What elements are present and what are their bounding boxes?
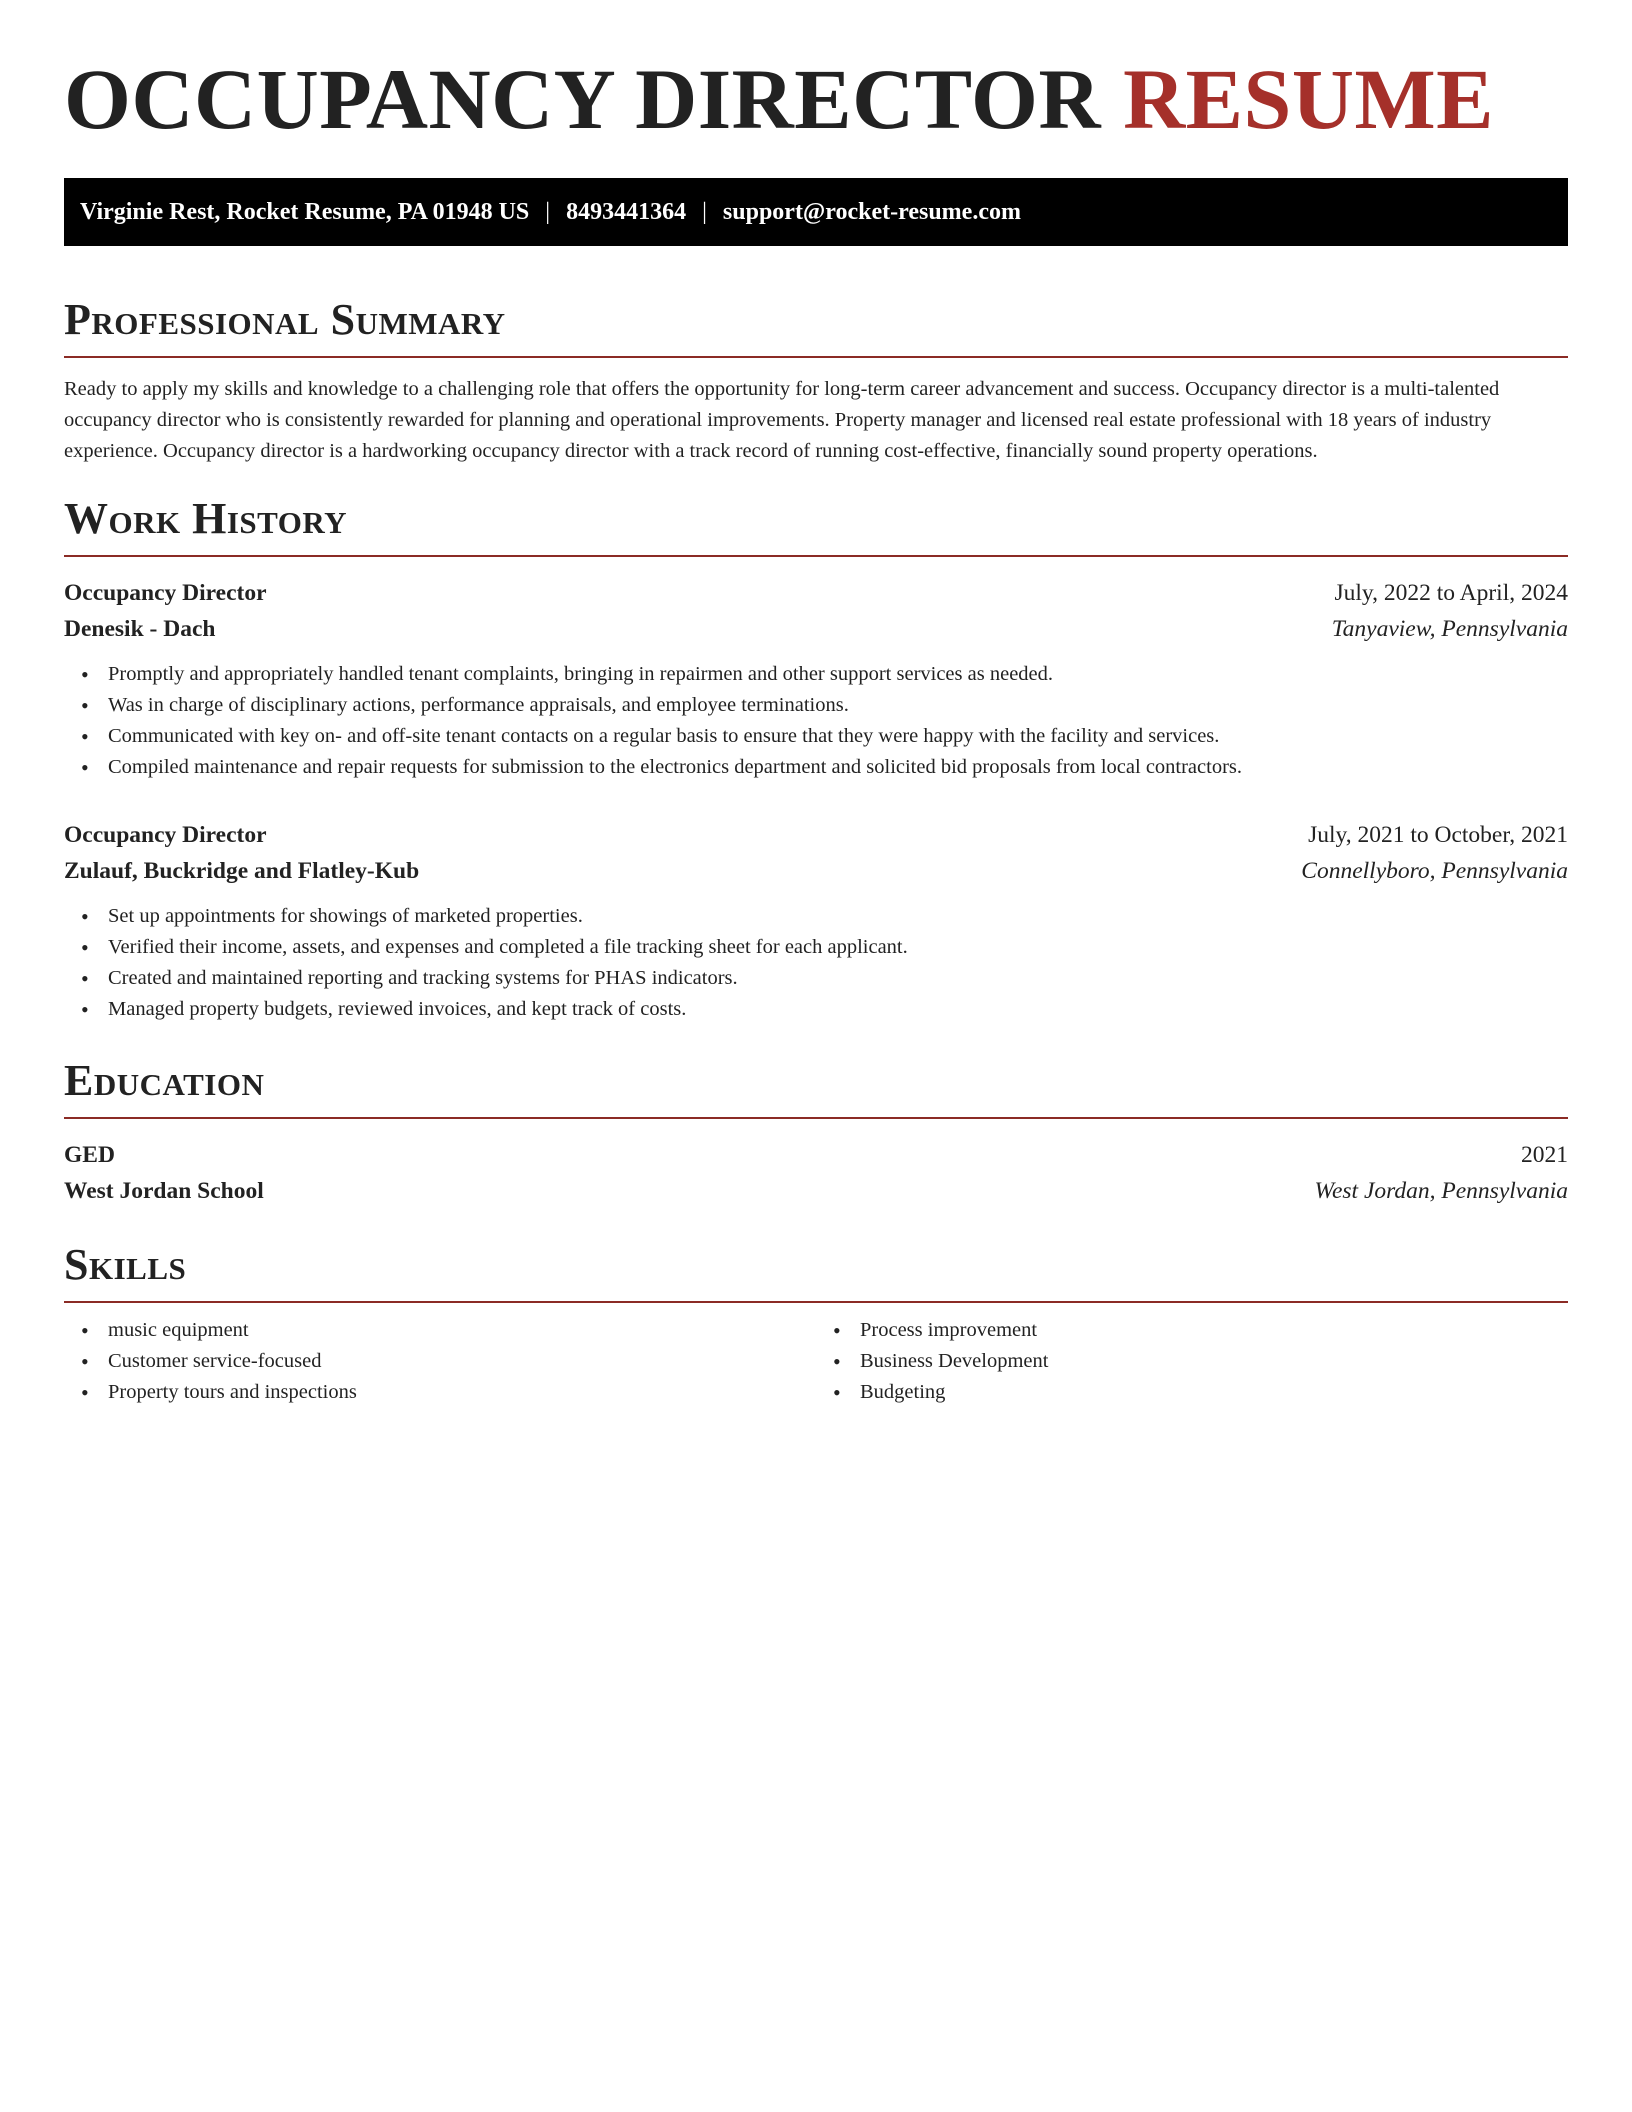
job-title: Occupancy Director — [64, 822, 267, 848]
job-entry — [64, 575, 1568, 783]
page-title — [64, 0, 1568, 147]
skills-heading: Skills — [64, 1243, 1568, 1303]
education-school-row — [64, 1173, 1568, 1209]
list-item: • Was in charge of disciplinary actions, performance appraisals, and employee terminations. — [108, 690, 1568, 721]
list-item: • Created and maintained reporting and tracking systems for PHAS indicators. — [108, 963, 1568, 994]
education-year: 2021 — [1521, 1142, 1568, 1168]
work-history-heading: Work History — [64, 497, 1568, 557]
job-dates: July, 2022 to April, 2024 — [1334, 580, 1568, 606]
list-item: • Verified their income, assets, and expenses and completed a file tracking sheet for each applicant. — [108, 932, 1568, 963]
contact-separator: | — [702, 198, 707, 225]
skill-item: • Property tours and inspections — [108, 1377, 816, 1408]
job-company-row — [64, 853, 1568, 889]
skill-item: • Customer service-focused — [108, 1346, 816, 1377]
skills-list-left — [64, 1315, 816, 1408]
contact-bar — [64, 178, 1568, 246]
education-degree-row — [64, 1137, 1568, 1173]
job-location: Connellyboro, Pennsylvania — [1301, 858, 1568, 884]
contact-email: support@rocket-resume.com — [722, 198, 1021, 225]
contact-separator: | — [545, 198, 551, 225]
summary-heading: Professional Summary — [64, 298, 1568, 358]
education-school: West Jordan School — [64, 1178, 264, 1204]
list-item: • Communicated with key on- and off-site tenant contacts on a regular basis to ensure that they were happy with the facility and services. — [108, 721, 1568, 752]
summary-text: Ready to apply my skills and knowledge to a challenging role that offers the opportunity for long-term career advancement and success. Occupancy director is a multi-talented occupancy director who is consistently rewarded for planning and operational improvements. Property manager and licensed real estate professional with 18 years of industry experience. Occupancy director is a hardworking occupancy director with a track record of running cost-effective, financially sound property operations. — [64, 378, 1500, 462]
list-item: • Promptly and appropriately handled tenant complaints, bringing in repairmen and other support services as needed. — [108, 659, 1568, 690]
skill-item: • Business Development — [860, 1346, 1568, 1377]
skills-list-right — [816, 1315, 1568, 1408]
list-item: • Set up appointments for showings of marketed properties. — [108, 901, 1568, 932]
title-accent: RESUME — [1123, 51, 1494, 147]
job-bullets — [64, 901, 1568, 1025]
education-location: West Jordan, Pennsylvania — [1314, 1178, 1568, 1204]
list-item: • Compiled maintenance and repair requests for submission to the electronics department and solicited bid proposals from local contractors. — [108, 752, 1568, 783]
job-location: Tanyaview, Pennsylvania — [1331, 616, 1568, 642]
job-dates: July, 2021 to October, 2021 — [1308, 822, 1568, 848]
job-title: Occupancy Director — [64, 580, 267, 606]
skill-item: • music equipment — [108, 1315, 816, 1346]
education-entry — [64, 1137, 1568, 1209]
skill-item: • Process improvement — [860, 1315, 1568, 1346]
job-title-row — [64, 817, 1568, 853]
contact-address: Virginie Rest, Rocket Resume, PA 01948 US — [80, 198, 530, 225]
job-company-row — [64, 611, 1568, 647]
contact-phone: 8493441364 — [566, 198, 687, 225]
education-degree: GED — [64, 1142, 115, 1168]
job-bullets — [64, 659, 1568, 783]
title-main: OCCUPANCY DIRECTOR — [64, 51, 1102, 147]
education-heading: Education — [64, 1059, 1568, 1119]
skills-grid — [64, 1315, 1568, 1408]
job-company: Denesik - Dach — [64, 616, 216, 642]
job-title-row — [64, 575, 1568, 611]
list-item: • Managed property budgets, reviewed invoices, and kept track of costs. — [108, 994, 1568, 1025]
job-company: Zulauf, Buckridge and Flatley-Kub — [64, 858, 420, 884]
skill-item: • Budgeting — [860, 1377, 1568, 1408]
job-entry — [64, 817, 1568, 1025]
